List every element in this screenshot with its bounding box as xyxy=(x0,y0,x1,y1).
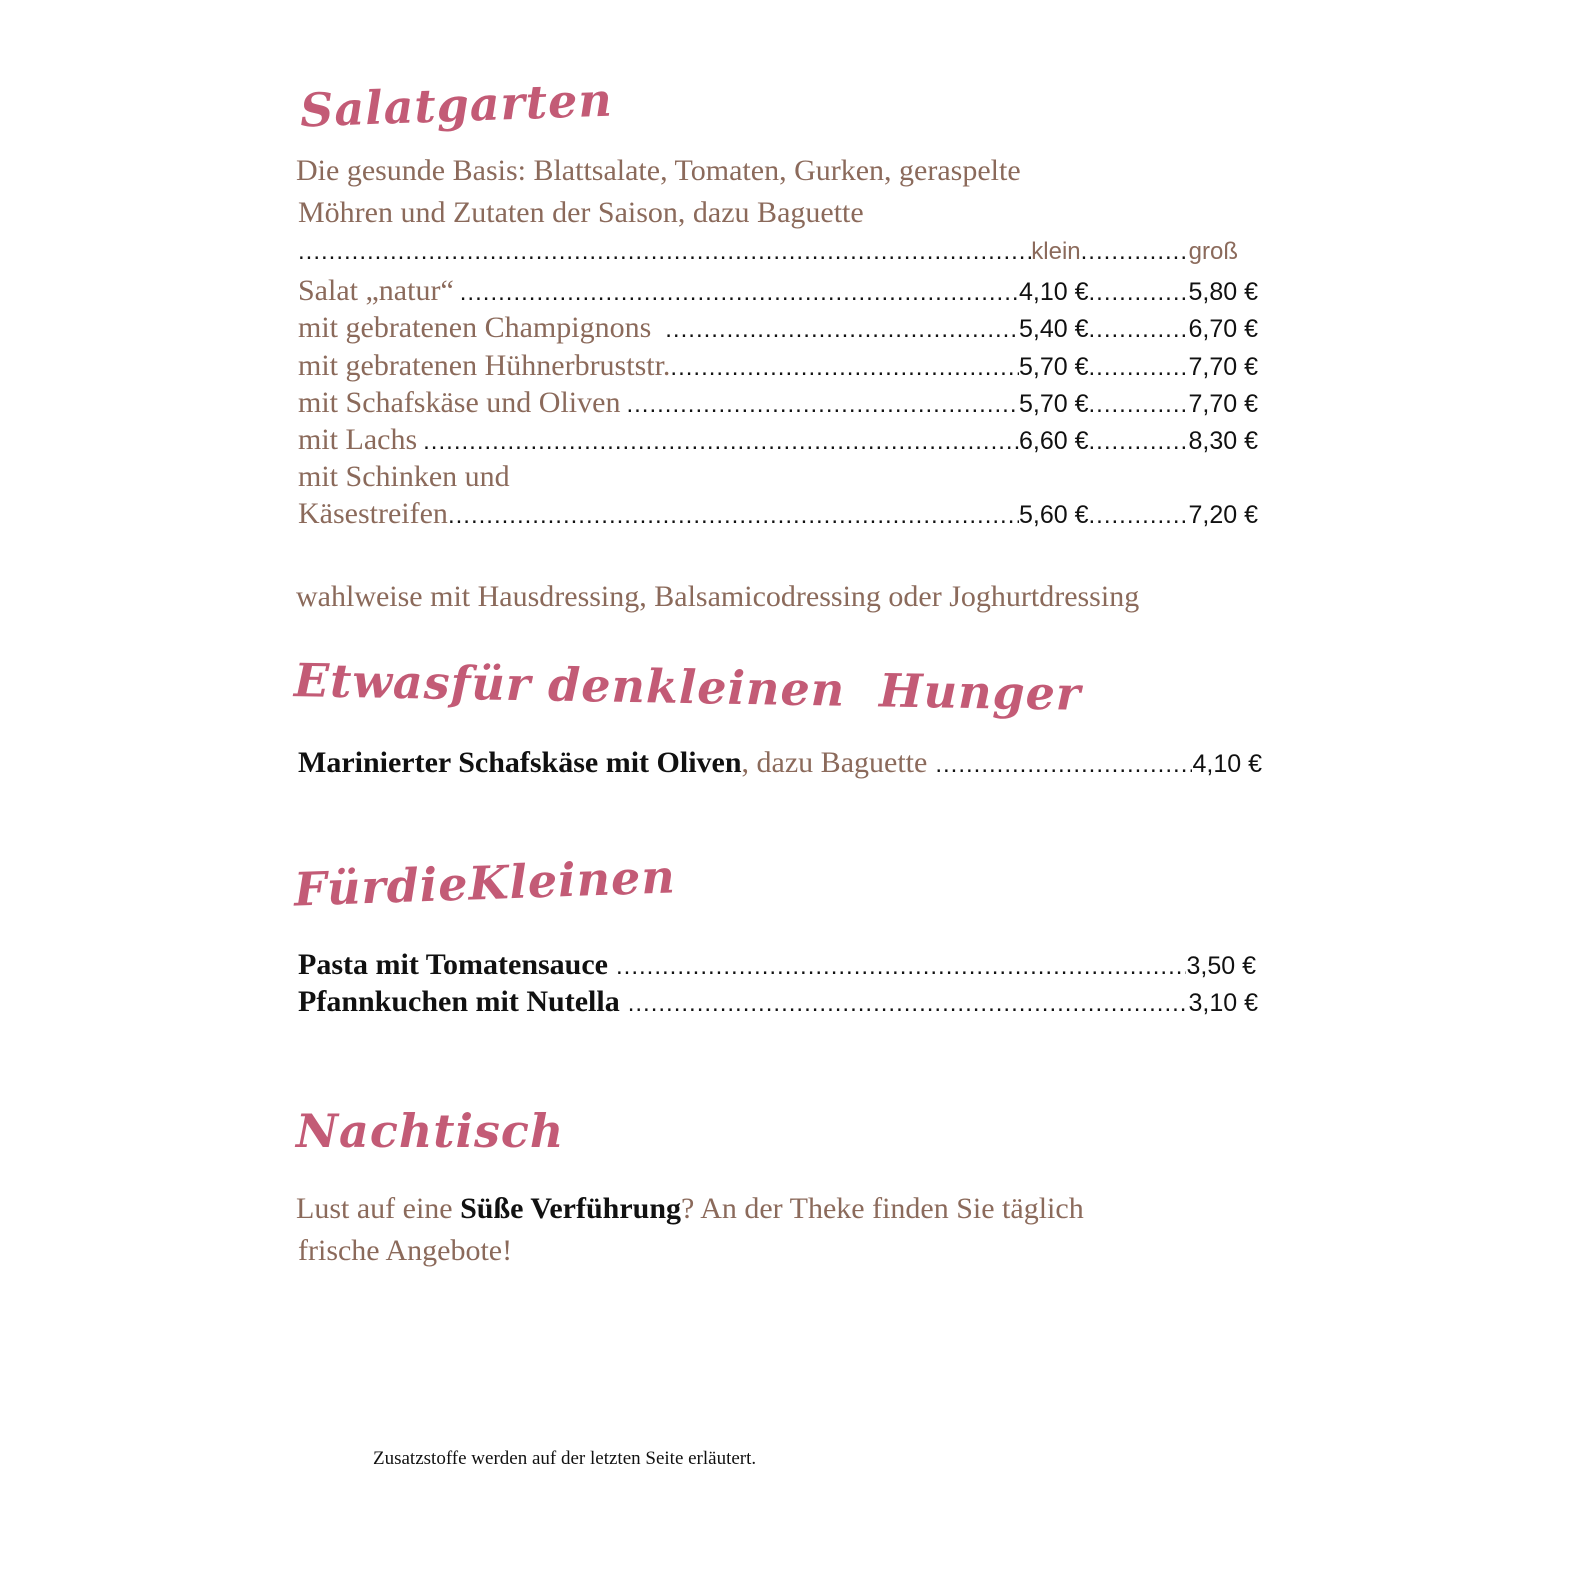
price-large: 5,80 € xyxy=(1188,278,1258,306)
price-large: 7,20 € xyxy=(1188,501,1258,529)
salad-item-schafskaese xyxy=(298,386,1258,422)
menu-item-name: Salat „natur“ xyxy=(298,274,454,307)
salad-item-huehnerbrust xyxy=(298,349,1258,385)
leader-dots xyxy=(626,391,1019,419)
dressing-note: wahlweise mit Hausdressing, Balsamicodressing oder Joghurtdressing xyxy=(296,580,1140,613)
leader-dots xyxy=(935,751,1192,779)
leader-dots xyxy=(665,316,1019,344)
price-small: 5,70 € xyxy=(1018,353,1089,381)
leader-dots xyxy=(1088,428,1188,456)
price-large: 6,70 € xyxy=(1188,315,1258,343)
leader-dots xyxy=(448,502,1019,530)
price-small: 6,60 € xyxy=(1018,427,1089,455)
section-heading-kleiner-hunger: Etwasfür denkleinen Hunger xyxy=(293,653,1082,721)
kids-item-pfannkuchen xyxy=(298,985,1258,1021)
dessert-highlight: Süße Verführung xyxy=(460,1192,682,1225)
price-small: 5,40 € xyxy=(1018,315,1089,343)
leader-dots xyxy=(1088,502,1188,530)
menu-item-name: Pfannkuchen mit Nutella xyxy=(298,985,620,1018)
leader-dots xyxy=(628,990,1189,1018)
footnote: Zusatzstoffe werden auf der letzten Seite erläutert. xyxy=(373,1448,757,1469)
price-large: 8,30 € xyxy=(1188,427,1258,455)
section-heading-salatgarten: Salatgarten xyxy=(299,72,614,138)
leader-dots xyxy=(298,238,1031,266)
dessert-text-line-2: frische Angebote! xyxy=(298,1234,513,1267)
menu-item-name: Pasta mit Tomatensauce xyxy=(298,948,608,981)
leader-dots xyxy=(670,354,1019,382)
price-large: 7,70 € xyxy=(1188,390,1258,418)
leader-dots xyxy=(1081,238,1189,266)
salad-item-schinken xyxy=(298,497,1258,533)
salad-item-natur xyxy=(298,274,1258,310)
salad-intro-line-1: Die gesunde Basis: Blattsalate, Tomaten, Gurken, geraspelte xyxy=(296,154,1021,187)
menu-item-name: Marinierter Schafskäse mit Oliven xyxy=(298,746,742,779)
size-small-label: klein xyxy=(1031,238,1081,265)
leader-dots xyxy=(1088,316,1188,344)
leader-dots xyxy=(423,428,1019,456)
salad-item-schinken-line-1: mit Schinken und xyxy=(298,460,510,493)
menu-item-name: mit gebratenen Champignons xyxy=(298,311,652,344)
menu-item-description: , dazu Baguette xyxy=(741,746,928,779)
dessert-text-line-1 xyxy=(296,1192,1084,1226)
section-heading-fuer-die-kleinen: FürdieKleinen xyxy=(293,849,677,917)
section-heading-nachtisch: Nachtisch xyxy=(296,1104,565,1158)
price: 3,50 € xyxy=(1186,952,1256,980)
salad-item-lachs xyxy=(298,423,1258,459)
price-small: 5,70 € xyxy=(1018,390,1089,418)
salad-intro-line-2: Möhren und Zutaten der Saison, dazu Baguette xyxy=(298,196,864,229)
leader-dots xyxy=(1088,354,1188,382)
size-header-row xyxy=(298,238,1238,274)
leader-dots xyxy=(1088,279,1188,307)
menu-item-name: mit gebratenen Hühnerbruststr. xyxy=(298,349,671,382)
dessert-text-post: ? An der Theke finden Sie täglich xyxy=(681,1192,1084,1225)
price-small: 5,60 € xyxy=(1018,501,1089,529)
size-large-label: groß xyxy=(1188,238,1238,265)
price: 3,10 € xyxy=(1188,989,1258,1017)
price: 4,10 € xyxy=(1192,750,1262,778)
dessert-text-pre: Lust auf eine xyxy=(296,1192,461,1225)
menu-item-name: mit Lachs xyxy=(298,423,418,456)
menu-item-name: mit Schafskäse und Oliven xyxy=(298,386,621,419)
kids-item-pasta xyxy=(298,948,1256,984)
price-large: 7,70 € xyxy=(1188,353,1258,381)
price-small: 4,10 € xyxy=(1018,278,1089,306)
snack-item xyxy=(298,746,1262,782)
leader-dots xyxy=(616,953,1186,981)
leader-dots xyxy=(1088,391,1188,419)
leader-dots xyxy=(460,279,1019,307)
salad-item-champignons xyxy=(298,311,1258,347)
menu-item-name: Käsestreifen xyxy=(298,497,448,530)
